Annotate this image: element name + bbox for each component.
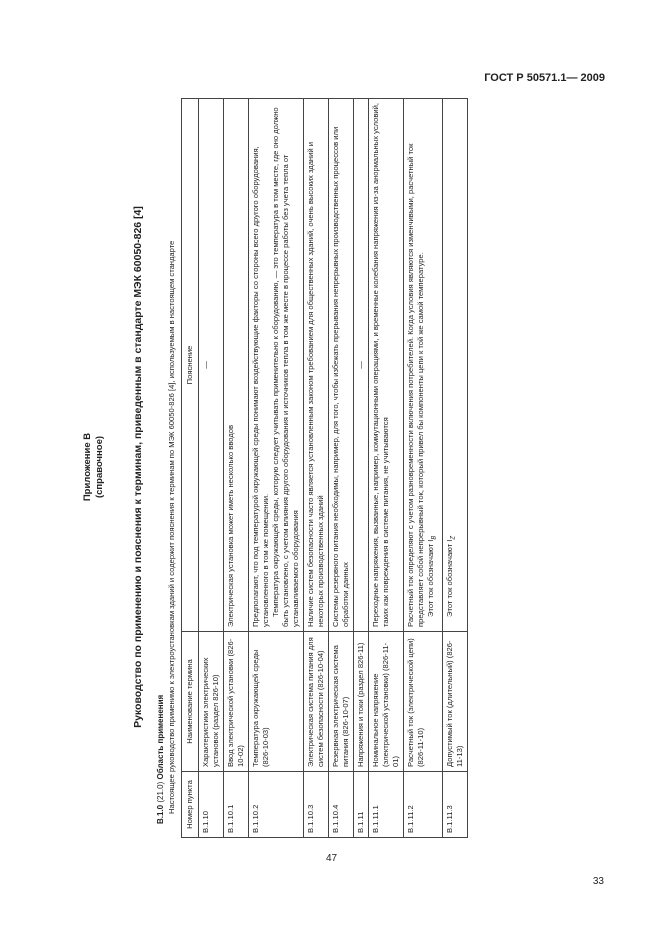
row-explanation-p2: Температура окружающей среды, которую следует учитывать применительно к оборудованию, — это температура в том месте, где оно должно быть установлено, с учетом влияния другого оборудования и источников тепла в том же месте в процессе работы без учета тепла от устанавливаемого оборудования [271,107,300,627]
row-explanation-p1 [445,103,459,627]
row-explanation: Электрическая установка может иметь несколько вводов [224,99,249,632]
row-number: В.1.10 [199,772,224,838]
section-title: Область применения [156,694,165,780]
section-number: В.1.0 [156,804,165,824]
table-row [304,99,329,838]
section-heading [156,92,165,824]
row-term: Характеристики электрических установок (раздел 826-10) [199,632,224,772]
appendix-heading [82,92,106,842]
page-number: 33 [592,876,604,887]
table-row [404,99,443,838]
table-row [329,99,354,838]
row-explanation: — [354,99,369,632]
row-explanation [404,99,443,632]
table-row [224,99,249,838]
section-text [167,96,177,824]
section-ref: (21.0) [156,781,165,803]
row-explanation [249,99,304,632]
row-number: В.1.10.3 [304,772,329,838]
table-row [249,99,304,838]
symbol-sentence: Этот ток обозначают I [444,539,454,617]
row-number: В.1.10.4 [329,772,354,838]
col-header-term: Наименование термина [182,632,199,772]
row-term: Ввод электрической установки (826-10-02) [224,632,249,772]
row-explanation: Системы резервного питания необходимы, например, для того, чтобы избежать прерывания непрерывных производственных процессов или обработки данных [329,99,354,632]
row-term: Резервная электрическая система питания (826-10-07) [329,632,354,772]
table-row [369,99,404,838]
table-header-row [182,99,199,838]
appendix-title: Руководство по применению и пояснения к терминам, приведенным в стандарте МЭК 60050-826 [4] [132,206,144,728]
row-term: Электрическая система питания для систем безопасности (826-10-04) [304,632,329,772]
row-number: В.1.11.3 [442,772,467,838]
row-number: В.1.10.2 [249,772,304,838]
row-term: Напряжения и токи (раздел 826-11) [354,632,369,772]
row-term: Температура окружающей среды (826-10-03) [249,632,304,772]
row-explanation: — [199,99,224,632]
row-explanation-p2 [426,103,440,627]
col-header-number: Номер пункта [182,772,199,838]
row-number: В.1.10.1 [224,772,249,838]
row-explanation: Наличие систем безопасности часто является установленным законом требованием для общественных зданий, очень высоких зданий и некоторых производственных зданий [304,99,329,632]
table-row [354,99,369,838]
table-row [199,99,224,838]
row-number: В.1.11 [354,772,369,838]
row-term: Расчетный ток (электрической цепи) (826-11-10) [404,632,443,772]
col-header-explanation: Пояснение [182,99,199,632]
standard-designation: ГОСТ Р 50571.1— 2009 [484,72,605,84]
page-number-original: 47 [326,853,338,864]
terms-table [181,98,468,838]
row-explanation-p1: Расчетный ток определяют с учетом разновременности включения потребителей. Когда условия являются изменчивыми, расчетный ток представляет собой непрерывный ток, который привел бы компоненты цепи к той же самой температуре. [406,143,425,627]
appendix-label: Приложение В [82,432,93,502]
row-number: В.1.11.2 [404,772,443,838]
row-explanation [442,99,467,632]
symbol-subscript: Z [450,535,457,540]
rotated-page-content [82,92,582,842]
row-explanation: Переходные напряжения, вызванные, например, коммутационными операциями, и временные колебания напряжения из-за анормальных условий, таких как повреждения в системе питания, не учитываются [369,99,404,632]
row-number: В.1.11.1 [369,772,404,838]
symbol-subscript: B [431,535,438,540]
row-term: Номинальное напряжение (электрической установки) (826-11-01) [369,632,404,772]
table-row [442,99,467,838]
symbol-sentence: Этот ток обозначают I [426,539,435,617]
row-term: Допустимый ток (длительный) (826-11-13) [442,632,467,772]
row-explanation-p1: Предполагают, что под температурой окружающей среды понимают воздействующие факторы со стороны всего другого оборудования, установленного в том же помещении. [251,146,270,627]
section-body: Настоящее руководство применимо к электроустановкам зданий и содержит пояснения к терминам по МЭК 60050-826 [4], используемым в настоящем стандарте [167,240,176,814]
appendix-kind: (справочное) [94,435,105,499]
